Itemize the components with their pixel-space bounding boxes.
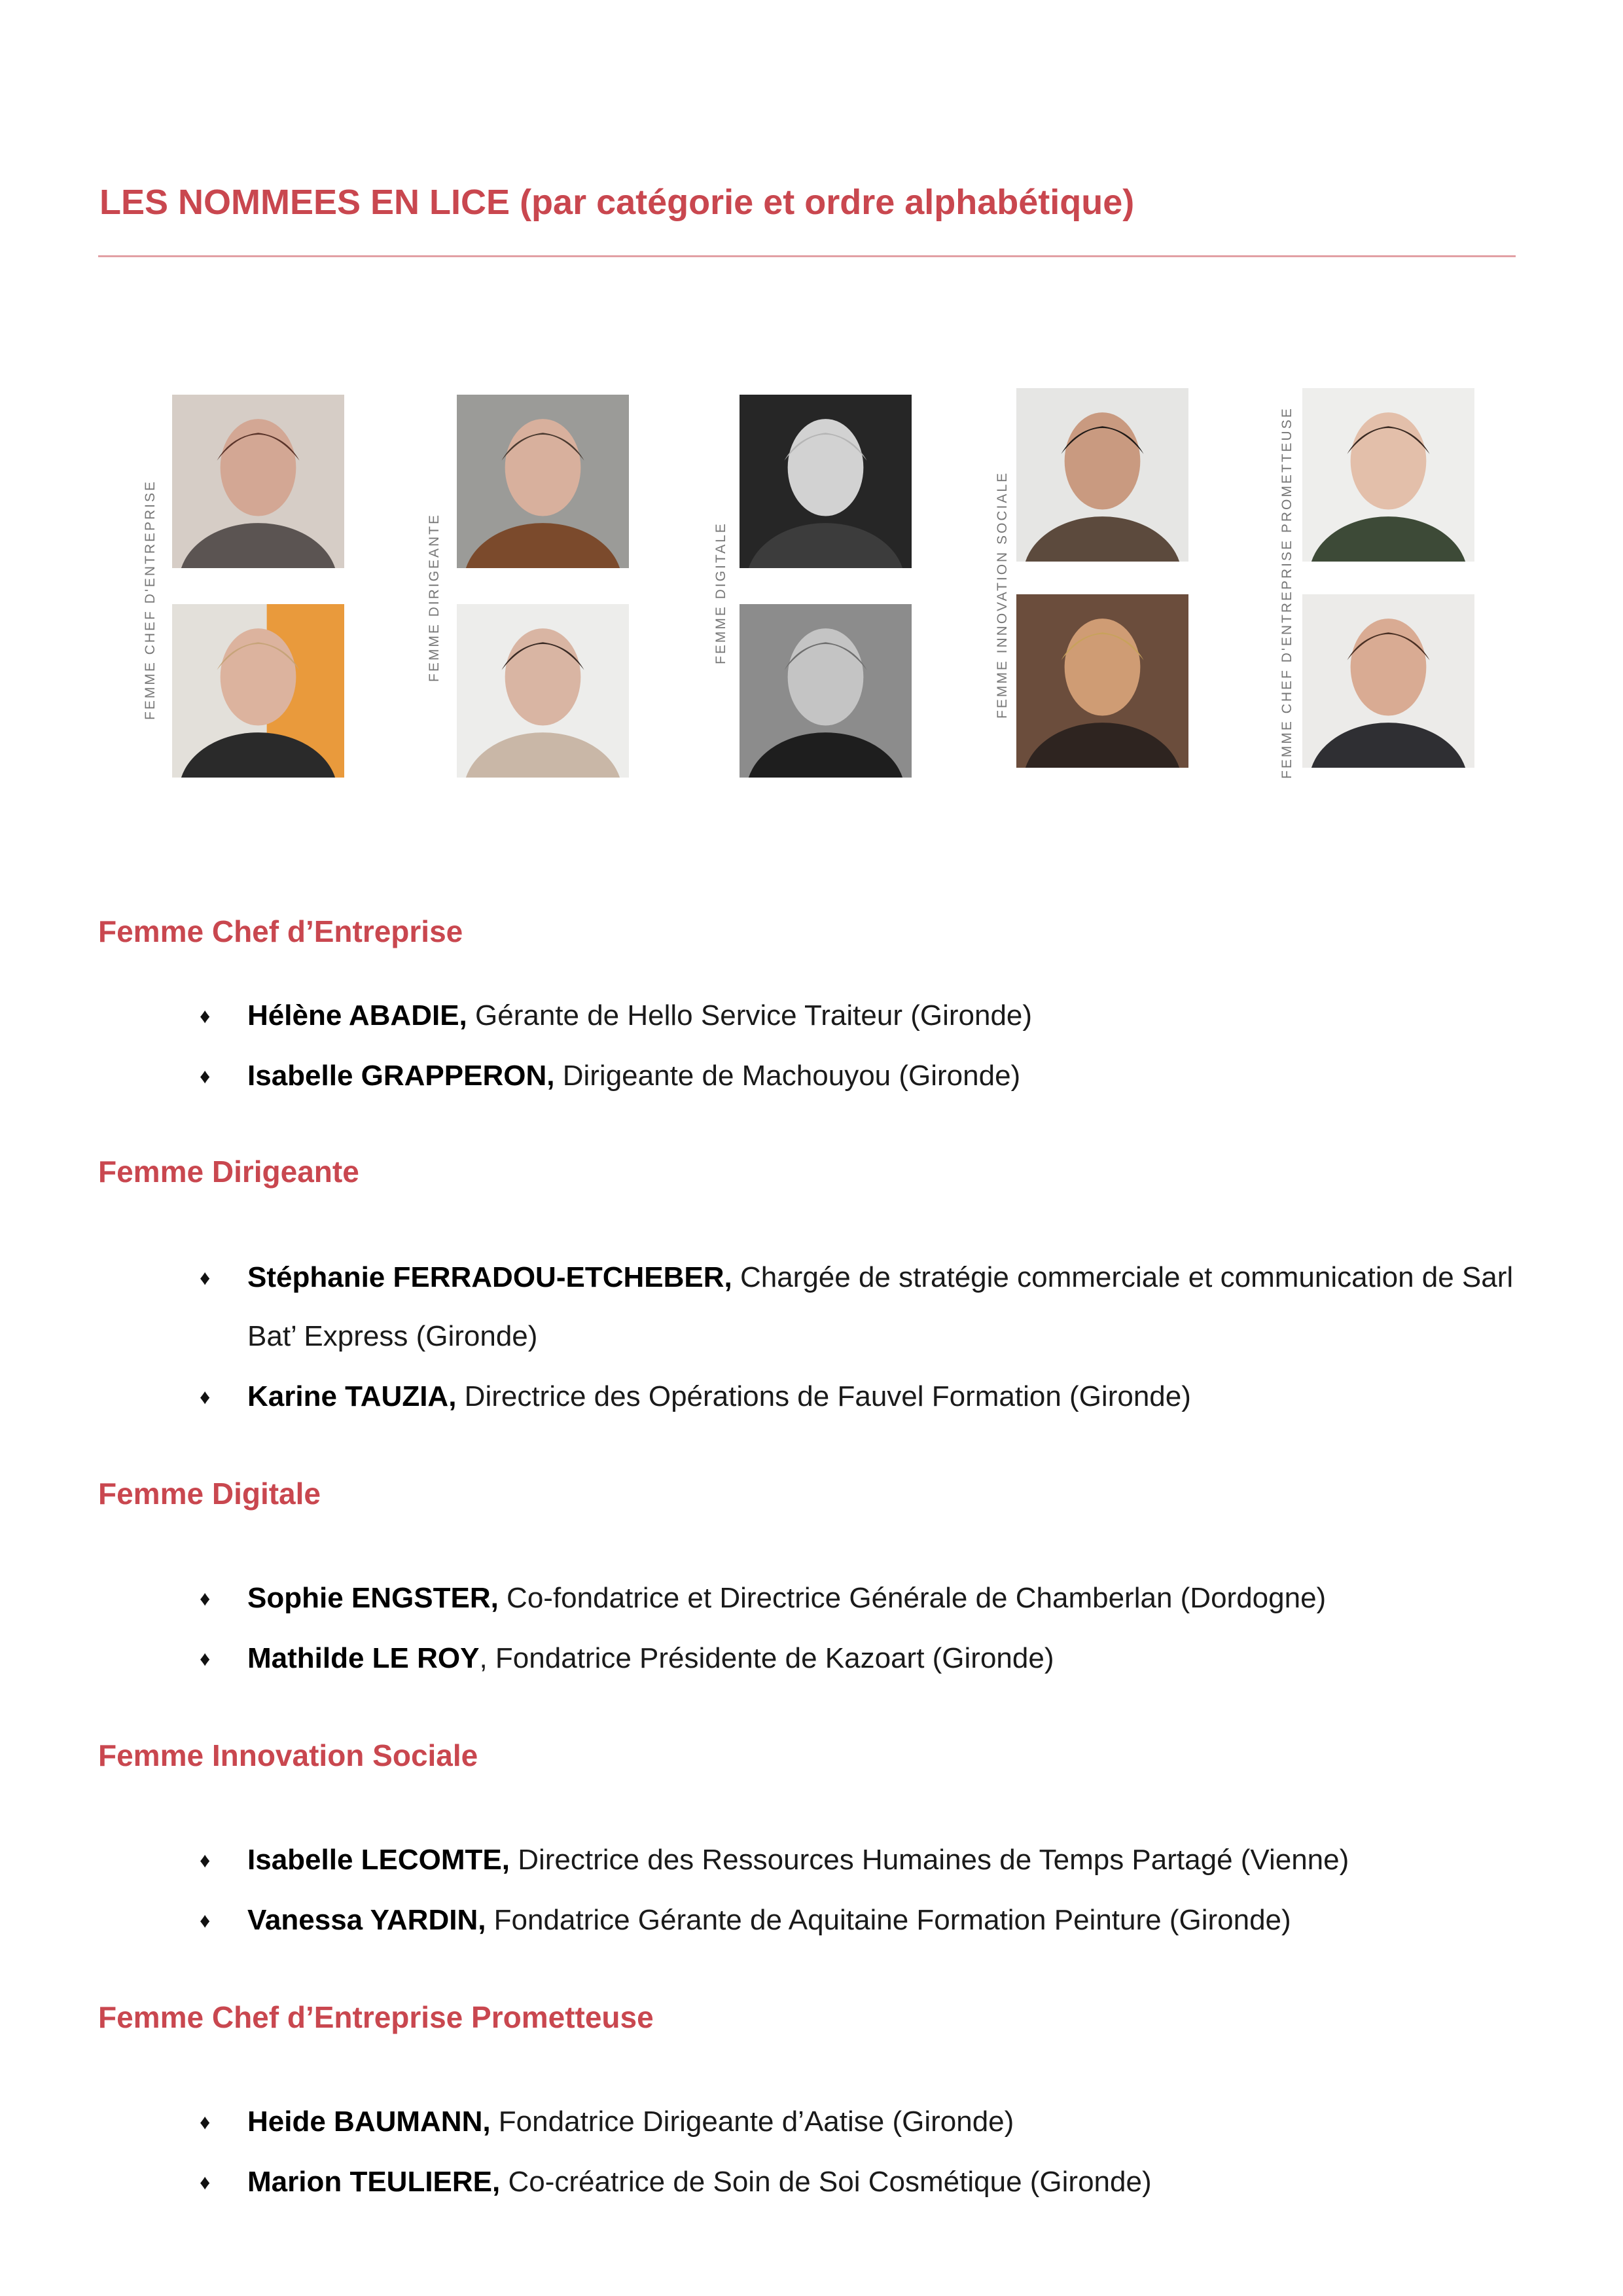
nominee-name: Karine TAUZIA, <box>247 1380 457 1412</box>
photo-caption-prometteuse: FEMME CHEF D'ENTREPRISE PROMETTEUSE <box>1279 406 1294 779</box>
list-item <box>247 1629 1543 1688</box>
nominee-name: Marion TEULIERE, <box>247 2166 501 2198</box>
nominee-name: Sophie ENGSTER, <box>247 1582 499 1614</box>
nominee-name: Vanessa YARDIN, <box>247 1904 486 1936</box>
section-heading: Femme Chef d’Entreprise Prometteuse <box>98 2000 654 2034</box>
page-title: LES NOMMEES EN LICE (par catégorie et ordre alphabétique) <box>99 183 1135 222</box>
list-item <box>247 1831 1543 1890</box>
section-heading: Femme Dirigeante <box>98 1155 359 1189</box>
list-item <box>247 2092 1543 2151</box>
nominee-name: Isabelle GRAPPERON, <box>247 1060 555 1092</box>
title-divider <box>98 255 1516 257</box>
photo-caption-innovation-sociale: FEMME INNOVATION SOCIALE <box>995 471 1010 719</box>
list-item <box>247 1367 1543 1426</box>
portrait-photo <box>740 395 912 568</box>
nominee-description: Directrice des Opérations de Fauvel Formation (Gironde) <box>456 1380 1191 1412</box>
photo-caption-chef-entreprise: FEMME CHEF D'ENTREPRISE <box>143 479 158 720</box>
nominee-name: Heide BAUMANN, <box>247 2106 491 2138</box>
nominee-name: Isabelle LECOMTE, <box>247 1844 510 1876</box>
bullet-icon: ♦ <box>200 1909 211 1932</box>
bullet-icon: ♦ <box>200 1266 211 1289</box>
list-item <box>247 1248 1543 1366</box>
list-item <box>247 986 1543 1045</box>
section-heading: Femme Innovation Sociale <box>98 1738 478 1772</box>
nominee-description: Directrice des Ressources Humaines de Temps Partagé (Vienne) <box>509 1844 1349 1876</box>
portrait-photo <box>1016 594 1188 768</box>
list-item <box>247 1569 1543 1628</box>
nominee-description: Fondatrice Gérante de Aquitaine Formation Peinture (Gironde) <box>486 1904 1291 1936</box>
list-item <box>247 2153 1543 2212</box>
section-heading: Femme Chef d’Entreprise <box>98 914 463 948</box>
nominee-description: Chargée de stratégie commerciale et communication de Sarl Bat’ Express (Gironde) <box>247 1261 1514 1352</box>
nominee-description: Fondatrice Dirigeante d’Aatise (Gironde) <box>490 2106 1014 2138</box>
nominee-name: Mathilde LE ROY <box>247 1642 480 1674</box>
nominee-name: Hélène ABADIE, <box>247 999 467 1031</box>
list-item <box>247 1047 1543 1105</box>
nominee-description: Co-fondatrice et Directrice Générale de Chamberlan (Dordogne) <box>498 1582 1327 1614</box>
bullet-icon: ♦ <box>200 1385 211 1408</box>
nominee-description: Dirigeante de Machouyou (Gironde) <box>554 1060 1021 1092</box>
nominee-description: , Fondatrice Présidente de Kazoart (Gironde) <box>479 1642 1054 1674</box>
nominee-description: Co-créatrice de Soin de Soi Cosmétique (Gironde) <box>500 2166 1152 2198</box>
portrait-photo <box>1016 388 1188 562</box>
list-item <box>247 1891 1543 1950</box>
section-heading: Femme Digitale <box>98 1477 321 1511</box>
bullet-icon: ♦ <box>200 1004 211 1028</box>
portrait-photo <box>172 604 344 778</box>
bullet-icon: ♦ <box>200 2110 211 2134</box>
photo-caption-dirigeante: FEMME DIRIGEANTE <box>427 512 442 682</box>
bullet-icon: ♦ <box>200 1848 211 1872</box>
portrait-photo <box>740 604 912 778</box>
nominee-description: Gérante de Hello Service Traiteur (Gironde) <box>467 999 1033 1031</box>
portrait-photo <box>1302 594 1474 768</box>
bullet-icon: ♦ <box>200 1064 211 1088</box>
portrait-photo <box>457 604 629 778</box>
portrait-photo <box>1302 388 1474 562</box>
bullet-icon: ♦ <box>200 2170 211 2194</box>
bullet-icon: ♦ <box>200 1587 211 1610</box>
portrait-photo <box>457 395 629 568</box>
nominee-name: Stéphanie FERRADOU-ETCHEBER, <box>247 1261 732 1293</box>
photo-caption-digitale: FEMME DIGITALE <box>713 522 728 664</box>
bullet-icon: ♦ <box>200 1647 211 1670</box>
portrait-photo <box>172 395 344 568</box>
